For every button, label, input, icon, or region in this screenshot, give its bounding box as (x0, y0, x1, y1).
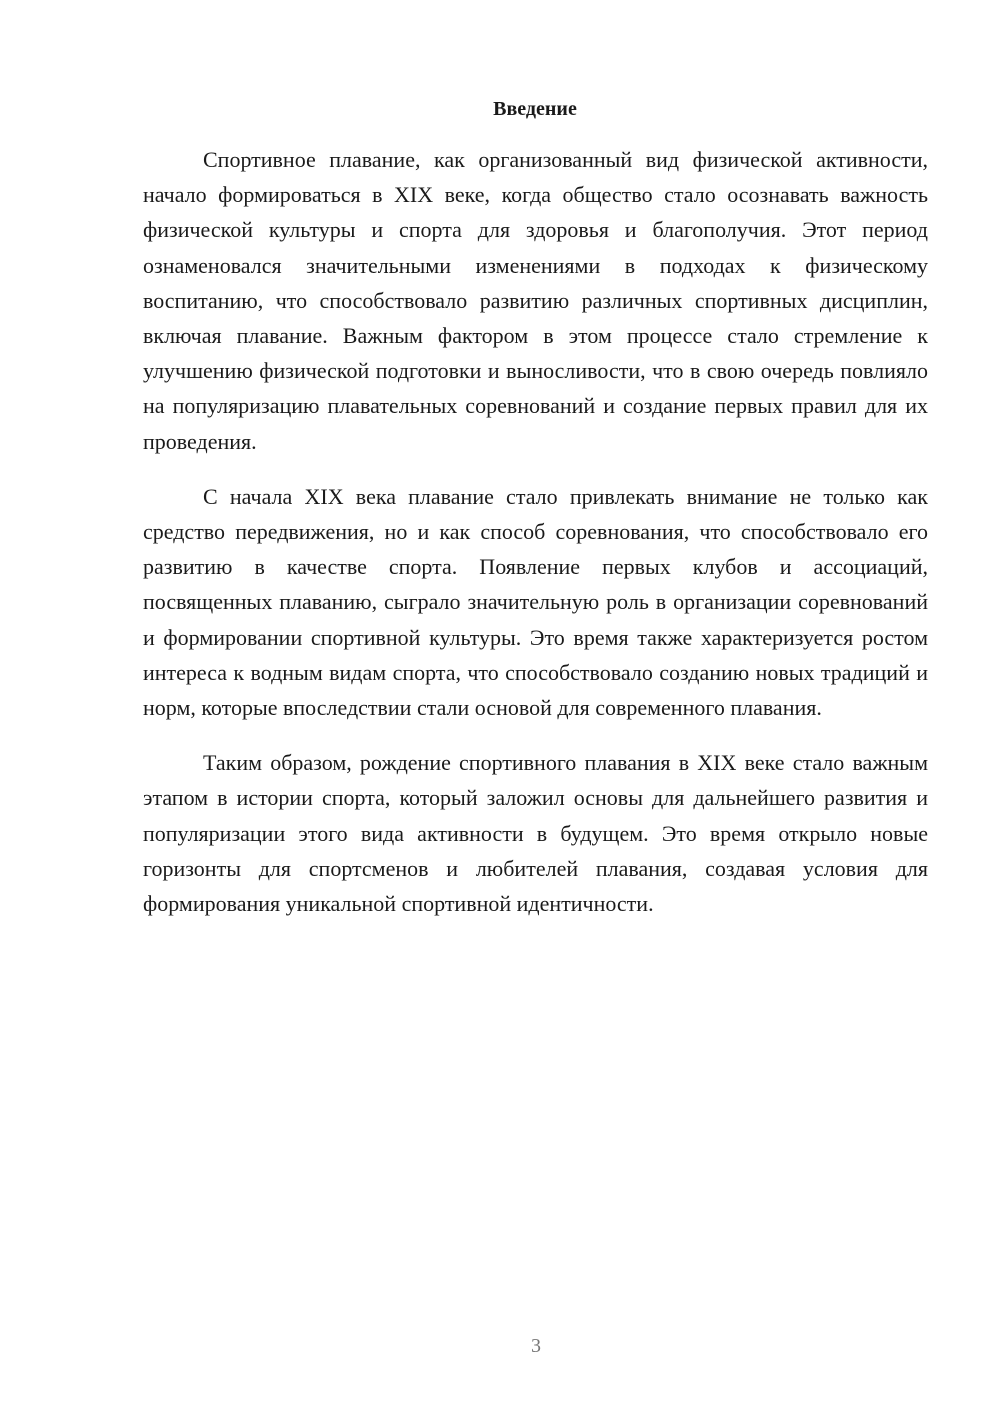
body-text (143, 142, 928, 941)
paragraph-3: Таким образом, рождение спортивного плавания в XIX веке стало важным этапом в истории спорта, который заложил основы для дальнейшего развития и популяризации этого вида активности в будущем. Это время открыло новые горизонты для спортсменов и любителей плавания, создавая условия для формирования уникальной спортивной идентичности. (143, 750, 928, 917)
paragraph-2: С начала XIX века плавание стало привлекать внимание не только как средство передвижения, но и как способ соревнования, что способствовало его развитию в качестве спорта. Появление первых клубов и ассоциаций, посвященных плаванию, сыграло значительную роль в организации соревнований и формировании спортивной культуры. Это время также характеризуется ростом интереса к водным видам спорта, что способствовало созданию новых традиций и норм, которые впоследствии стали основой для современного плавания. (143, 483, 928, 721)
paragraph-1: Спортивное плавание, как организованный вид физической активности, начало формироваться в XIX веке, когда общество стало осознавать важность физической культуры и спорта для здоровья и благополучия. Этот период ознаменовался значительными изменениями в подходах к физическому воспитанию, что способствовало развитию различных спортивных дисциплин, включая плавание. Важным фактором в этом процессе стало стремление к улучшению физической подготовки и выносливости, что в свою очередь повлияло на популяризацию плавательных соревнований и создание первых правил для их проведения. (143, 147, 928, 454)
section-title: Введение (493, 98, 577, 120)
page-number: 3 (531, 1335, 541, 1357)
